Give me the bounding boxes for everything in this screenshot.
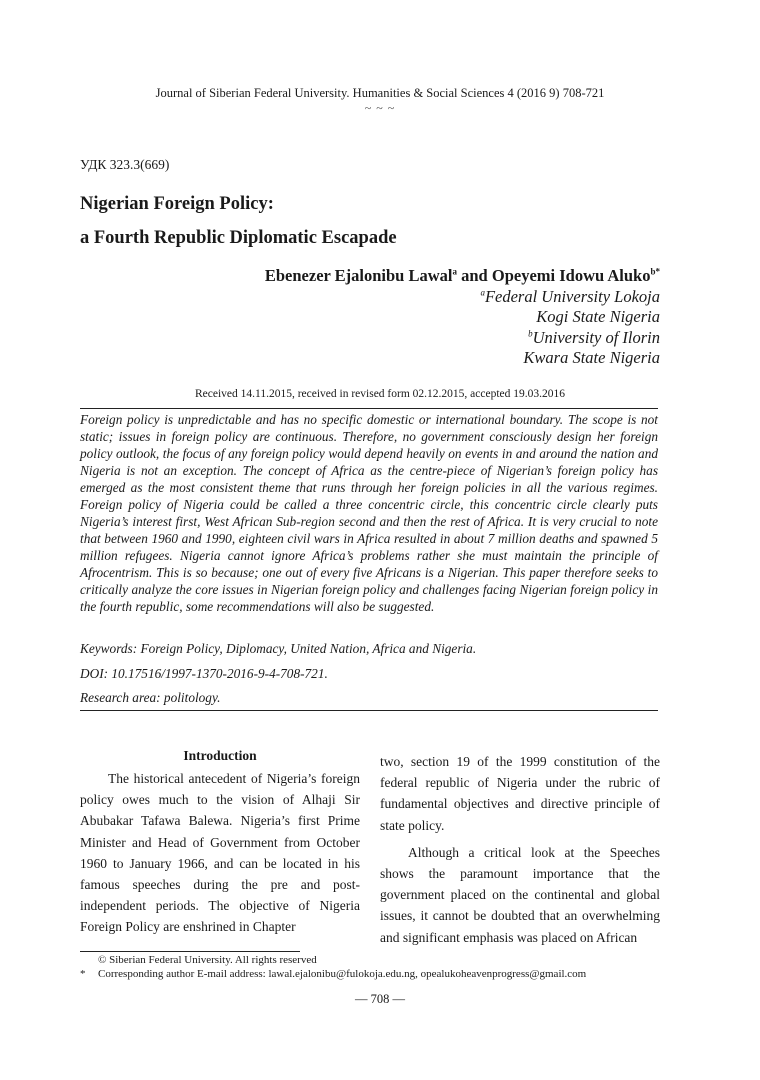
affiliation-a-line2: Kogi State Nigeria xyxy=(536,307,660,326)
keywords: Keywords: Foreign Policy, Diplomacy, United Nation, Africa and Nigeria. xyxy=(80,641,477,656)
abstract-top-rule xyxy=(80,408,658,409)
paper-title-line1: Nigerian Foreign Policy: xyxy=(80,194,274,214)
authors xyxy=(265,266,660,286)
journal-header: Journal of Siberian Federal University. Humanities & Social Sciences 4 (2016 9) 708-721 xyxy=(155,86,605,100)
affiliation-a-text: Federal University Lokoja xyxy=(484,287,660,306)
author-1: Ebenezer Ejalonibu Lawal xyxy=(264,266,453,285)
abstract-text: Foreign policy is unpredictable and has no specific domestic or international boundary. The scope is not static; issues in foreign policy are continuous. Therefore, no government consciously design her foreign policy outlook, the focus of any foreign policy would depend heavily on events in and around the nation and Nigeria is not an exception. The concept of Africa as the centre-piece of Nigerian’s foreign policy has emerged as the most consistent theme that runs through her foreign policies in all the various regimes. Foreign policy of Nigeria could be called a three concentric circle, this concentric circle clearly puts Nigeria’s interest first, West African Sub-region second and then the rest of Africa. It is very crucial to note that between 1960 and 1990, eighteen civil wars in Africa resulted in about 7 million deaths and spawned 5 million refugees. Nigeria cannot ignore Africa’s problems rather she must maintain the principle of Afrocentrism. This is so because; one out of every five Africans is a Nigerian. This paper therefore seeks to critically analyze the core issues in Nigerian foreign policy and challenges facing Nigerian foreign policy in the fourth republic, some recommendations will also be suggested. xyxy=(80,412,658,614)
body-paragraph: Although a critical look at the Speeches shows the paramount importance that the government placed on the continental and global issues, it cannot be doubted that an overwhelming and significant emphasis was placed on African xyxy=(380,844,660,945)
footnote-star: * xyxy=(80,968,86,980)
affiliation-b-sup: b xyxy=(528,328,533,339)
author-1-sup: a xyxy=(452,266,457,277)
footnote-copyright: © Siberian Federal University. All rights reserved xyxy=(98,954,317,966)
affiliation-a-sup: a xyxy=(480,287,485,298)
left-column xyxy=(80,748,360,938)
affiliation-b-text: University of Ilorin xyxy=(532,328,660,347)
right-column xyxy=(380,751,660,948)
research-area: Research area: politology. xyxy=(80,690,221,705)
affiliation-b-line2: Kwara State Nigeria xyxy=(523,348,660,367)
author-2-sup: b* xyxy=(650,266,660,277)
footnote-rule xyxy=(80,951,300,952)
received-dates: Received 14.11.2015, received in revised form 02.12.2015, accepted 19.03.2016 xyxy=(194,388,566,400)
page-number: — 708 — xyxy=(355,992,405,1006)
author-2: Opeyemi Idowu Aluko xyxy=(491,266,651,285)
affiliation-a-line1 xyxy=(480,287,660,307)
footnote-corresponding-text: Corresponding author E-mail address: lawal.ejalonibu@fulokoja.edu.ng, opealukoheavenprogress@gmail.com xyxy=(98,968,587,980)
author-connector: and xyxy=(457,266,492,285)
header-ornament: ~ ~ ~ xyxy=(364,101,396,115)
doi: DOI: 10.17516/1997-1370-2016-9-4-708-721. xyxy=(80,666,328,681)
paper-title-line2: a Fourth Republic Diplomatic Escapade xyxy=(80,228,397,248)
affiliation-b-line1 xyxy=(528,328,660,348)
udk-code: УДК 323.3(669) xyxy=(80,157,170,172)
footnote-corresponding xyxy=(80,968,586,980)
section-heading-introduction: Introduction xyxy=(183,748,257,763)
body-paragraph: The historical antecedent of Nigeria’s foreign policy owes much to the vision of Alhaji Sir Abubakar Tafawa Balewa. Nigeria’s first Prime Minister and Head of Government from October 1960 to January 1966, and can be located in his famous speeches during the pre and post- independent periods. The objective of Nigeria Foreign Policy are enshrined in Chapter xyxy=(80,771,360,935)
abstract-bottom-rule xyxy=(80,710,658,711)
body-paragraph: two, section 19 of the 1999 constitution of the federal republic of Nigeria under the rubric of fundamental objectives and directive principle of state policy. xyxy=(380,754,660,833)
